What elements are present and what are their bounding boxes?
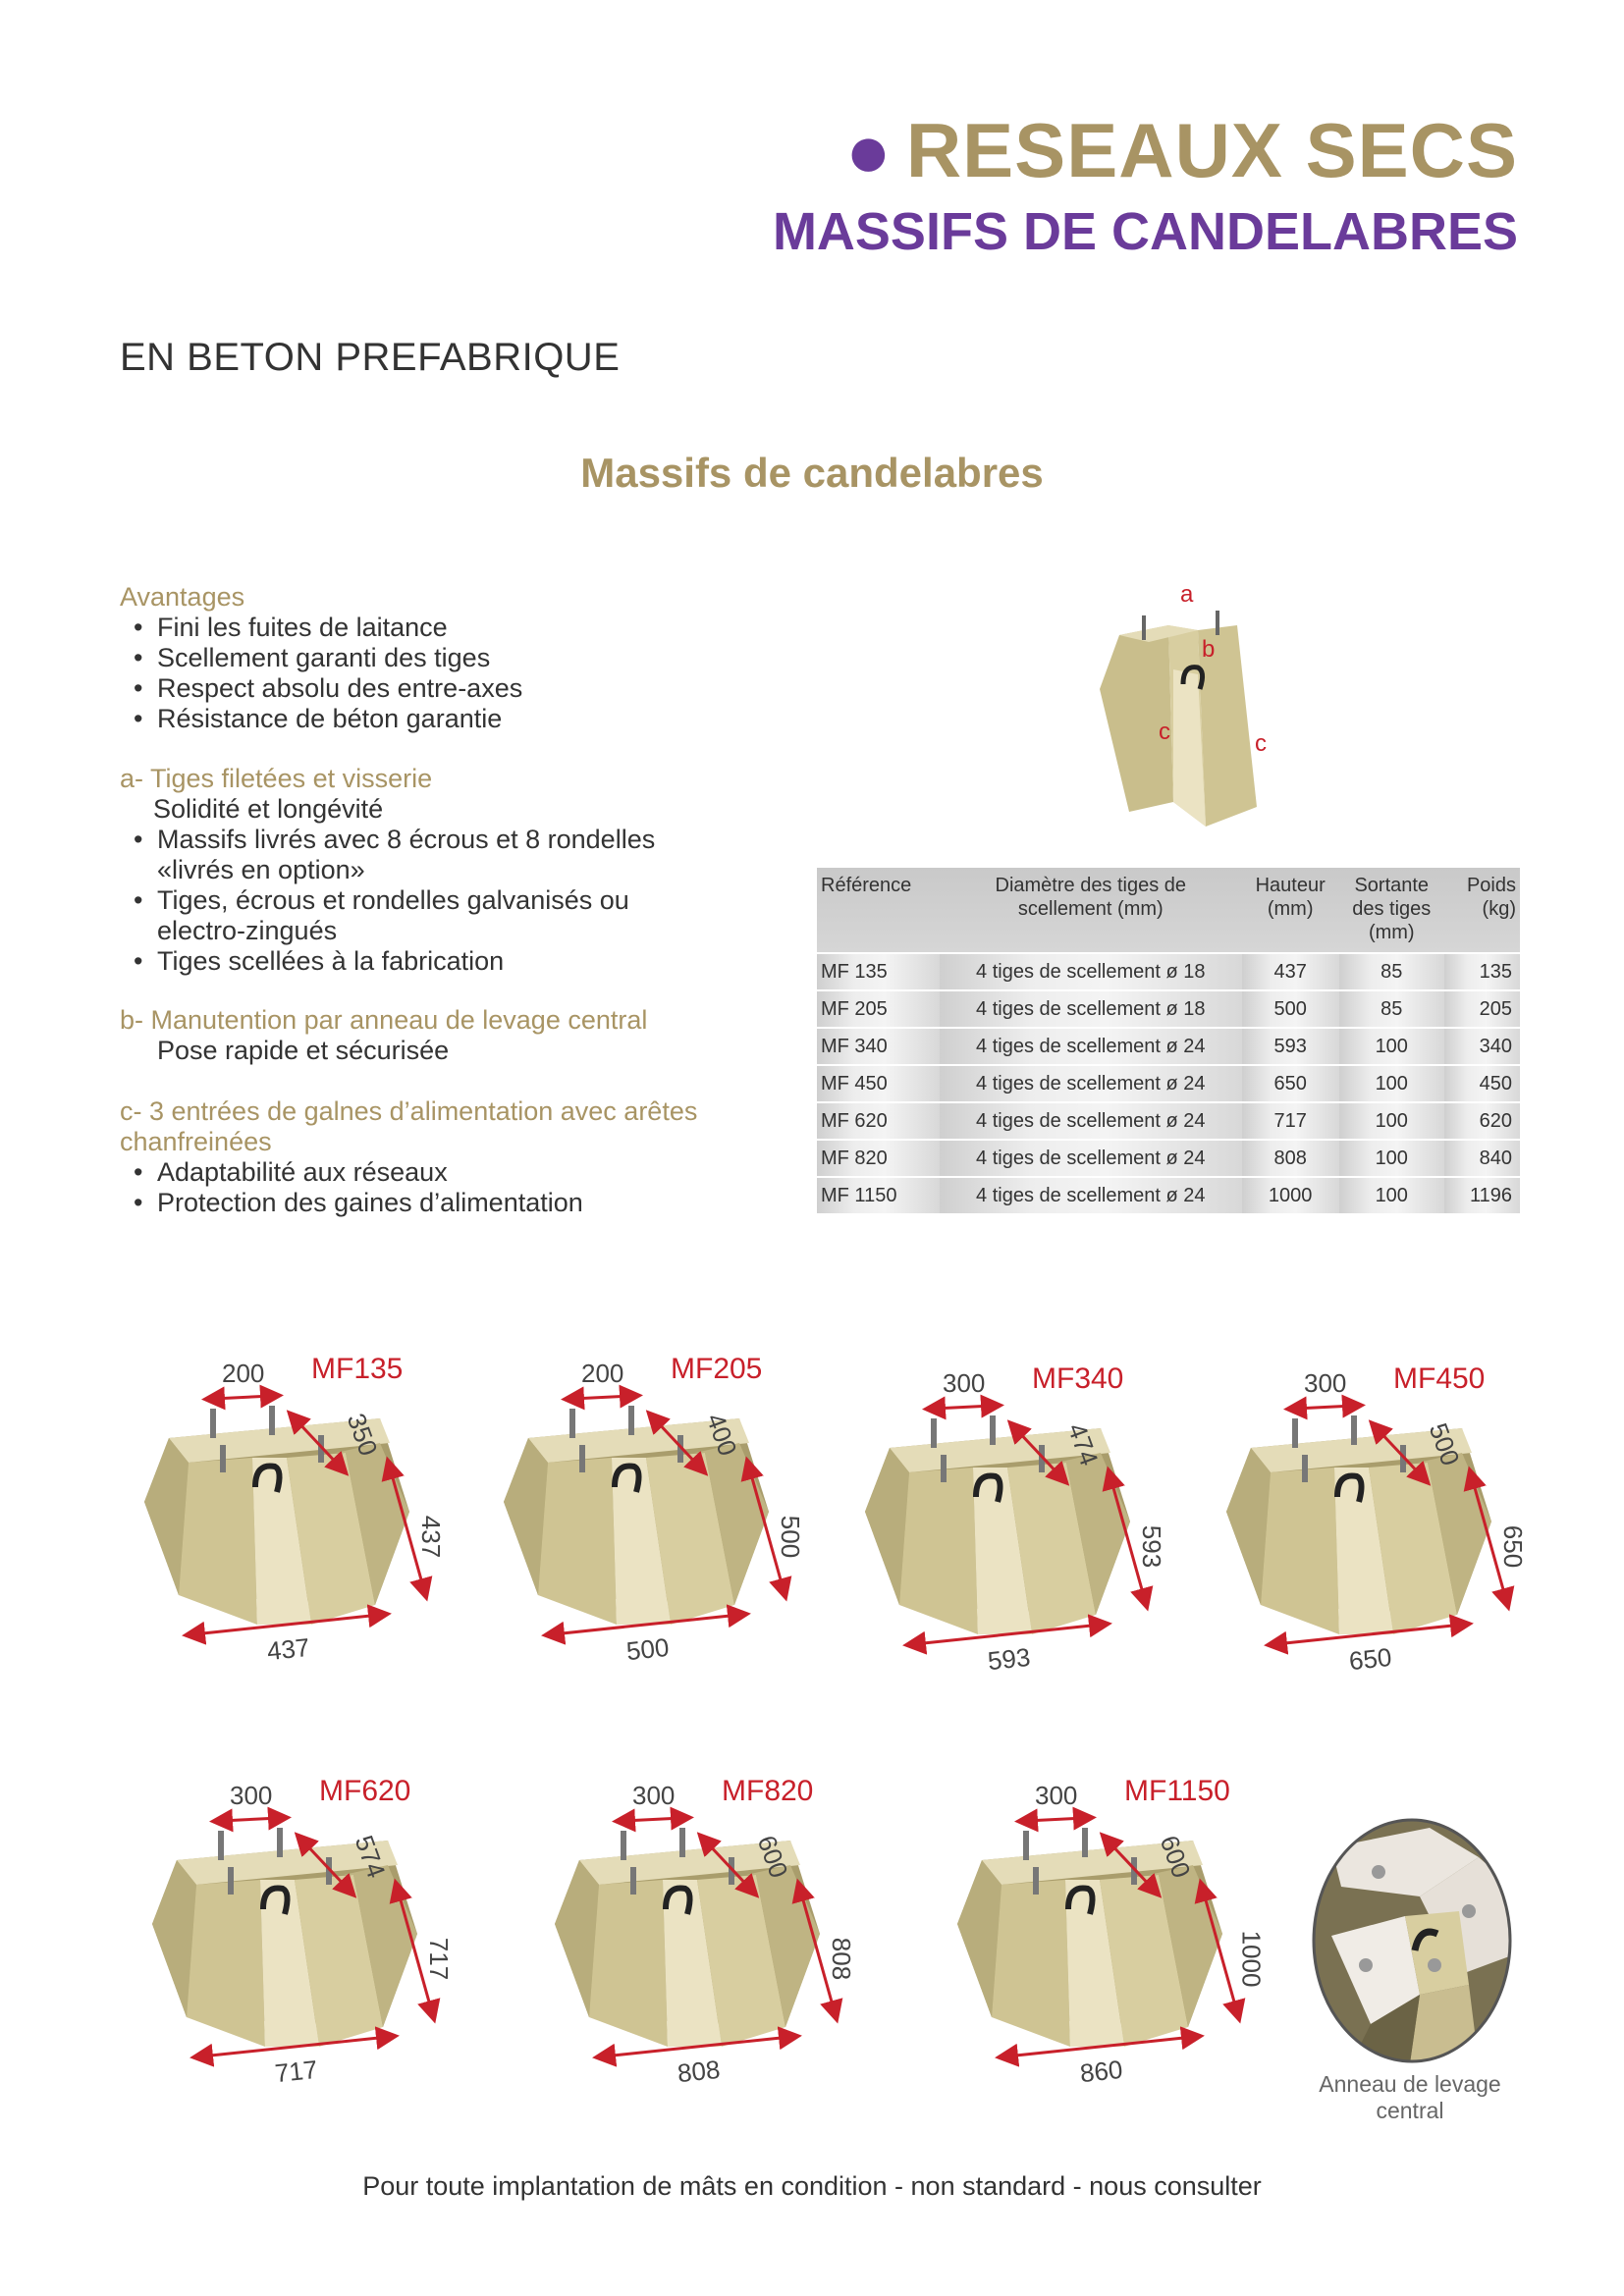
table-cell: 717 [1242,1102,1339,1140]
features-avantages [120,582,758,734]
dim-base-width: 593 [986,1641,1032,1677]
dim-rod-spacing: 300 [632,1781,676,1810]
spec-table [817,868,1520,1213]
diagram-mf820 [550,1775,884,2120]
dim-top-depth: 600 [1154,1831,1197,1882]
dim-rod-spacing: 200 [222,1359,265,1388]
dim-top-depth: 474 [1061,1418,1105,1469]
table-cell: MF 340 [817,1028,940,1065]
feature-heading: Avantages [120,582,245,612]
diagram-mf450 [1221,1362,1555,1708]
table-cell: 4 tiges de scellement ø 24 [940,1065,1242,1102]
closeup-svg [1312,1818,1512,2063]
table-cell: 650 [1242,1065,1339,1102]
diagram-mf1150 [952,1775,1286,2120]
diagram-model-label: MF620 [319,1775,411,1807]
table-cell: 840 [1444,1140,1520,1177]
dim-height: 500 [776,1515,806,1559]
bullet-item: • Fini les fuites de laitance [120,613,758,643]
features-c [120,1096,758,1218]
hero-label-a: a [1180,581,1194,608]
col-header: Référence [817,868,940,953]
dim-top-depth: 574 [349,1831,392,1882]
table-row [817,1102,1520,1140]
dim-height: 437 [416,1515,447,1559]
bullet-item: • Résistance de béton garantie [120,704,758,734]
dim-rod-spacing: 300 [230,1781,273,1810]
table-cell: 85 [1339,990,1444,1028]
table-cell: 100 [1339,1140,1444,1177]
table-cell: 340 [1444,1028,1520,1065]
table-row [817,953,1520,990]
feature-heading: a- Tiges filetées et visserie [120,764,433,793]
feature-heading: c- 3 entrées de galnes d’alimentation avec arêtes chanfreinées [120,1096,698,1156]
table-cell: 100 [1339,1102,1444,1140]
col-header: Diamètre des tiges de scellement (mm) [940,868,1242,953]
lifting-ring-closeup [1312,1818,1512,2063]
table-cell: MF 205 [817,990,940,1028]
hero-block-svg [1090,581,1306,846]
diagram-model-label: MF820 [722,1775,814,1807]
bullet-item: • Tiges scellées à la fabrication [120,946,758,977]
dim-top-depth: 500 [1423,1418,1466,1469]
table-cell: 4 tiges de scellement ø 24 [940,1140,1242,1177]
table-cell: 135 [1444,953,1520,990]
dim-base-width: 437 [265,1631,311,1667]
table-cell: 100 [1339,1028,1444,1065]
table-cell: MF 1150 [817,1177,940,1213]
table-cell: 85 [1339,953,1444,990]
diagram-mf135 [139,1353,473,1698]
dim-base-width: 500 [624,1631,671,1667]
table-cell: 4 tiges de scellement ø 18 [940,953,1242,990]
table-cell: 1196 [1444,1177,1520,1213]
dim-top-depth: 350 [341,1409,384,1460]
dim-height: 593 [1137,1524,1167,1569]
table-row [817,1065,1520,1102]
table-row [817,1028,1520,1065]
dim-height: 1000 [1236,1930,1267,1988]
page-title [845,106,1518,195]
table-cell: 500 [1242,990,1339,1028]
dim-base-width: 860 [1078,2054,1124,2089]
bullet-item: • Respect absolu des entre-axes [120,673,758,704]
dim-rod-spacing: 300 [1035,1781,1078,1810]
table-row [817,1140,1520,1177]
dim-rod-spacing: 300 [943,1368,986,1398]
table-cell: 100 [1339,1065,1444,1102]
bullet-dot-icon: ● [844,107,893,193]
diagram-model-label: MF1150 [1124,1775,1230,1807]
hero-label-b: b [1202,636,1216,663]
bullet-item: • Massifs livrés avec 8 écrous et 8 rondelles «livrés en option» [120,825,758,885]
table-cell: 4 tiges de scellement ø 24 [940,1177,1242,1213]
dim-top-depth: 400 [700,1409,743,1460]
diagram-model-label: MF450 [1393,1362,1486,1395]
table-cell: 620 [1444,1102,1520,1140]
table-cell: 4 tiges de scellement ø 24 [940,1028,1242,1065]
features-a [120,764,758,977]
diagram-model-label: MF205 [671,1353,763,1385]
bullet-item: • Protection des gaines d’alimentation [120,1188,758,1218]
dim-height: 717 [424,1937,455,1981]
diagram-mf620 [147,1775,481,2120]
table-cell: 593 [1242,1028,1339,1065]
table-cell: 1000 [1242,1177,1339,1213]
hero-label-c: c [1159,719,1170,745]
bullet-item: • Tiges, écrous et rondelles galvanisés ou electro-zingués [120,885,758,946]
closeup-caption: Anneau de levage central [1319,2071,1501,2123]
table-cell: 100 [1339,1177,1444,1213]
features-b [120,1005,758,1066]
table-body [817,953,1520,1213]
title-text: RESEAUX SECS [905,107,1518,193]
bullet-item: • Scellement garanti des tiges [120,643,758,673]
diagram-mf205 [499,1353,833,1698]
col-header: Hauteur (mm) [1242,868,1339,953]
table-cell: 4 tiges de scellement ø 24 [940,1102,1242,1140]
table-cell: 450 [1444,1065,1520,1102]
table-cell: 4 tiges de scellement ø 18 [940,990,1242,1028]
table-header-row [817,868,1520,953]
table-cell: MF 620 [817,1102,940,1140]
dim-top-depth: 600 [751,1831,794,1882]
dim-rod-spacing: 300 [1304,1368,1347,1398]
product-title: Massifs de candelabres [580,450,1044,496]
dim-base-width: 650 [1347,1641,1393,1677]
dim-height: 808 [827,1937,857,1981]
table-row [817,1177,1520,1213]
bullet-item: • Adaptabilité aux réseaux [120,1157,758,1188]
col-header: Sortante des tiges (mm) [1339,868,1444,953]
dim-rod-spacing: 200 [581,1359,624,1388]
table-cell: MF 135 [817,953,940,990]
diagram-model-label: MF340 [1032,1362,1124,1395]
feature-subtext: Pose rapide et sécurisée [157,1036,450,1065]
dim-height: 650 [1498,1524,1529,1569]
table-cell: MF 450 [817,1065,940,1102]
section-heading: EN BETON PREFABRIQUE [120,336,621,379]
hero-label-c: c [1255,730,1267,757]
feature-heading: b- Manutention par anneau de levage central [120,1005,648,1035]
table-cell: MF 820 [817,1140,940,1177]
table-row [817,990,1520,1028]
diagram-model-label: MF135 [311,1353,404,1385]
table-cell: 808 [1242,1140,1339,1177]
diagram-mf340 [860,1362,1194,1708]
feature-subtext: Solidité et longévité [153,794,384,824]
table-cell: 437 [1242,953,1339,990]
page-subtitle: MASSIFS DE CANDELABRES [772,202,1518,261]
col-header: Poids (kg) [1444,868,1520,953]
dim-base-width: 717 [273,2054,319,2089]
footer-note: Pour toute implantation de mâts en condition - non standard - nous consulter [362,2171,1262,2201]
table-cell: 205 [1444,990,1520,1028]
dim-base-width: 808 [676,2054,722,2089]
hero-block-diagram [1090,581,1306,846]
